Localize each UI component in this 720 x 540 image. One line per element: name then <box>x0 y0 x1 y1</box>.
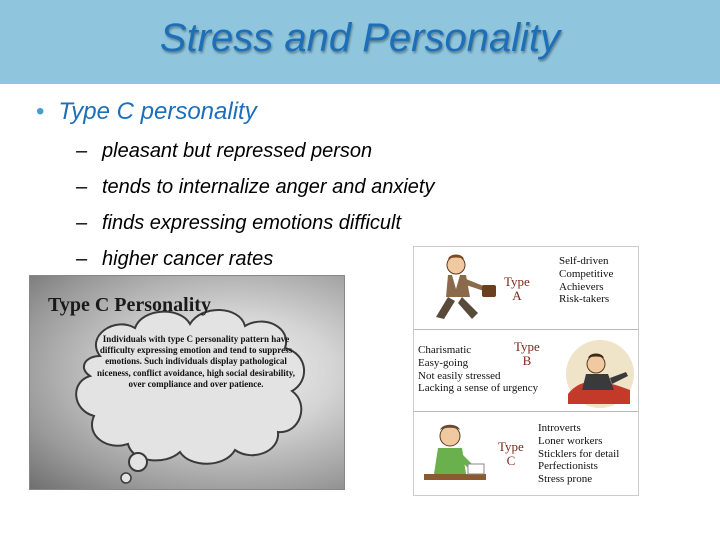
sub-bullet-list <box>76 138 434 282</box>
type-c-trait: Sticklers for detail <box>538 447 620 460</box>
type-a-trait: Achievers <box>559 280 604 293</box>
title-bar <box>0 0 720 84</box>
dash-icon: – <box>76 176 88 198</box>
type-b-trait: Easy-going <box>418 356 469 369</box>
type-b-word: Type <box>514 339 540 354</box>
running-businessman-icon <box>422 251 502 327</box>
type-b-trait: Charismatic <box>418 344 472 356</box>
type-b-trait: Not easily stressed <box>418 369 501 382</box>
type-c-trait: Perfectionists <box>538 460 598 473</box>
sub-bullet-text: tends to internalize anger and anxiety <box>102 176 435 198</box>
sub-bullet-item <box>76 210 434 246</box>
dash-icon: – <box>76 140 88 162</box>
type-c-trait: Introverts <box>538 422 581 434</box>
type-b-panel <box>414 329 638 412</box>
dash-icon: – <box>76 248 88 270</box>
type-c-trait: Stress prone <box>538 473 593 486</box>
type-a-panel <box>414 247 638 329</box>
type-c-description: Individuals with type C personality pattern have difficulty expressing emotion and tend to suppress emotions. Such individuals display pathological niceness, conflict avoidance, high social desirability, over compliance and over patience. <box>96 334 295 389</box>
type-c-trait: Loner workers <box>538 434 603 447</box>
type-a-label <box>504 275 530 303</box>
relaxed-person-icon <box>560 334 636 410</box>
type-a-trait: Competitive <box>559 267 614 280</box>
main-bullet <box>36 98 257 126</box>
desk-worker-icon <box>416 418 494 494</box>
sub-bullet-item <box>76 174 434 210</box>
type-c-label <box>498 440 524 468</box>
type-a-trait: Self-driven <box>559 255 609 267</box>
type-a-traits <box>559 255 613 306</box>
sub-bullet-text: higher cancer rates <box>102 248 274 270</box>
slide-title: Stress and Personality <box>159 16 561 60</box>
sub-bullet-text: finds expressing emotions difficult <box>102 212 402 234</box>
type-c-heading: Type C Personality <box>48 294 211 316</box>
type-a-trait: Risk-takers <box>559 293 610 306</box>
bullet-dot-icon: • <box>36 98 45 125</box>
sub-bullet-text: pleasant but repressed person <box>102 140 373 162</box>
personality-types-image <box>413 246 639 496</box>
type-c-letter: C <box>506 453 516 468</box>
type-c-cloud-image <box>29 275 345 490</box>
type-c-traits <box>538 422 619 486</box>
sub-bullet-item <box>76 138 434 174</box>
type-b-label <box>514 340 540 368</box>
dash-icon: – <box>76 212 88 234</box>
type-c-panel <box>414 411 638 496</box>
type-b-trait: Lacking a sense of urgency <box>418 382 539 395</box>
type-c-word: Type <box>498 439 524 454</box>
type-a-letter: A <box>512 288 522 303</box>
type-b-letter: B <box>522 353 532 368</box>
type-a-word: Type <box>504 274 530 289</box>
main-bullet-text: Type C personality <box>58 98 257 125</box>
